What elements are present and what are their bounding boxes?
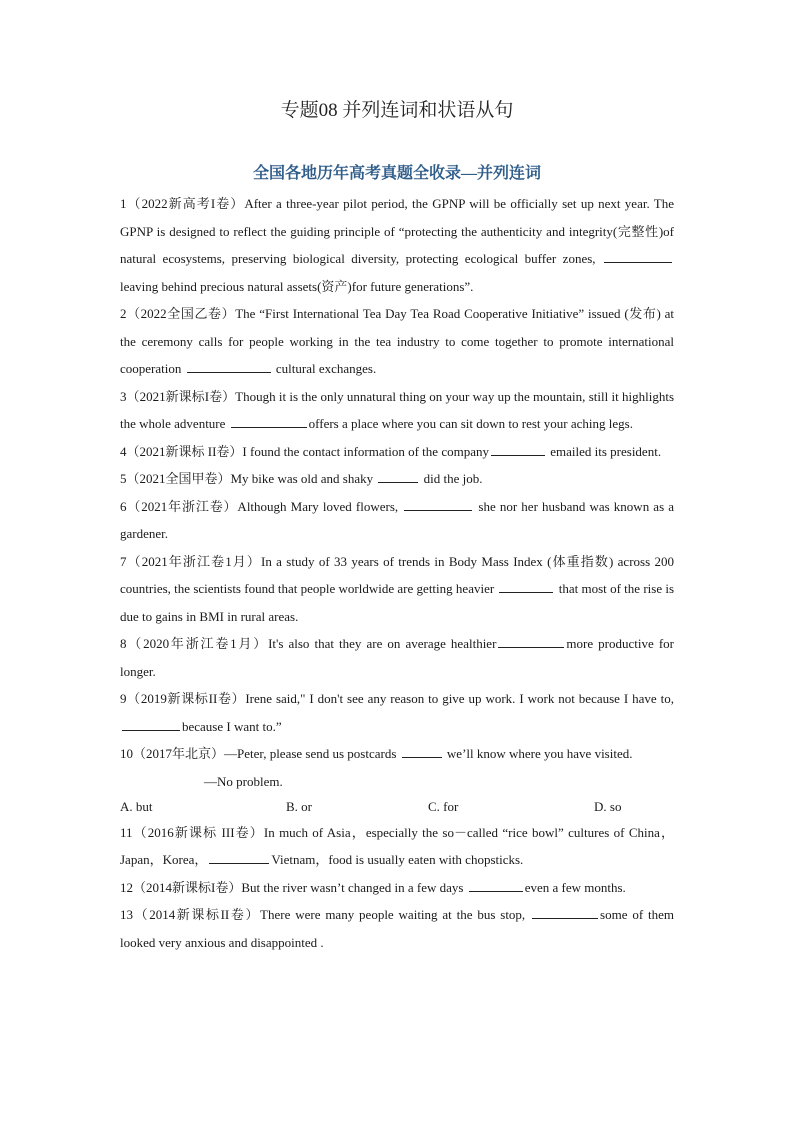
option-c[interactable]: C. for (428, 798, 459, 814)
answer-blank[interactable] (378, 468, 418, 483)
question-10: 10（2017年北京）—Peter, please send us postcards we’ll know where you have visited. (120, 740, 674, 768)
question-13: 13（2014新课标II卷）There were many people waiting at the bus stop, some of them looked very anxious and disappointed . (120, 901, 674, 956)
question-5: 5（2021全国甲卷）My bike was old and shaky did the job. (120, 465, 674, 493)
question-6: 6（2021年浙江卷）Although Mary loved flowers, she nor her husband was known as a gardener. (120, 493, 674, 548)
answer-options (120, 795, 674, 819)
question-9: 9（2019新课标II卷）Irene said," I don't see any reason to give up work. I work not because I have to, because I want to.” (120, 691, 674, 734)
question-2: 2（2022全国乙卷）The “First International Tea Day Tea Road Cooperative Initiative” issued (发布) at the ceremony calls for people working in the tea industry to come together to promote international cooperation cultural exchanges. (120, 306, 674, 376)
question-12: 12（2014新课标I卷）But the river wasn’t changed in a few days even a few months. (120, 874, 674, 902)
answer-blank[interactable] (231, 413, 307, 428)
question-4: 4（2021新课标 II卷）I found the contact information of the company emailed its president. (120, 438, 674, 466)
answer-blank[interactable] (209, 849, 269, 864)
question-11: 11（2016新课标 III卷）In much of Asia，especially the so－called “rice bowl” cultures of China，Japan，Korea， Vietnam，food is usually eaten with chopsticks. (120, 824, 674, 867)
answer-blank[interactable] (491, 441, 545, 456)
answer-blank[interactable] (604, 248, 672, 263)
question-1: 1（2022新高考I卷）After a three-year pilot period, the GPNP will be officially set up next year. The GPNP is designed to reflect the guiding principle of “protecting the authenticity and integrity(完整性)of natural ecosystems, preserving biological diversity, protecting ecological buffer zones, leaving behind precious natural assets(资产)for future generations”. (120, 196, 674, 294)
answer-blank[interactable] (187, 358, 271, 373)
answer-blank[interactable] (499, 578, 553, 593)
question-3: 3（2021新课标I卷）Though it is the only unnatural thing on your way up the mountain, still it highlights the whole adventure offers a place where you can sit down to rest your aching legs. (120, 388, 674, 431)
question-7: 7（2021年浙江卷1月）In a study of 33 years of trends in Body Mass Index (体重指数) across 200 countries, the scientists found that people worldwide are getting heavier that most of the rise is due to gains in BMI in rural areas. (120, 553, 675, 624)
dialogue-reply: —No problem. (204, 773, 283, 789)
question-8: 8（2020年浙江卷1月）It's also that they are on average healthier more productive for longer. (120, 630, 674, 685)
option-b[interactable]: B. or (286, 798, 312, 814)
option-d[interactable]: D. so (594, 798, 622, 814)
answer-blank[interactable] (532, 904, 598, 919)
section-heading: 全国各地历年高考真题全收录—并列连词 (252, 165, 541, 182)
option-a[interactable]: A. but (120, 798, 153, 814)
answer-blank[interactable] (404, 496, 472, 511)
question-list (120, 190, 674, 956)
answer-blank[interactable] (469, 877, 523, 892)
page-title: 专题08 并列连词和状语从句 (280, 100, 514, 121)
answer-blank[interactable] (122, 716, 180, 731)
answer-blank[interactable] (402, 743, 442, 758)
answer-blank[interactable] (498, 633, 564, 648)
